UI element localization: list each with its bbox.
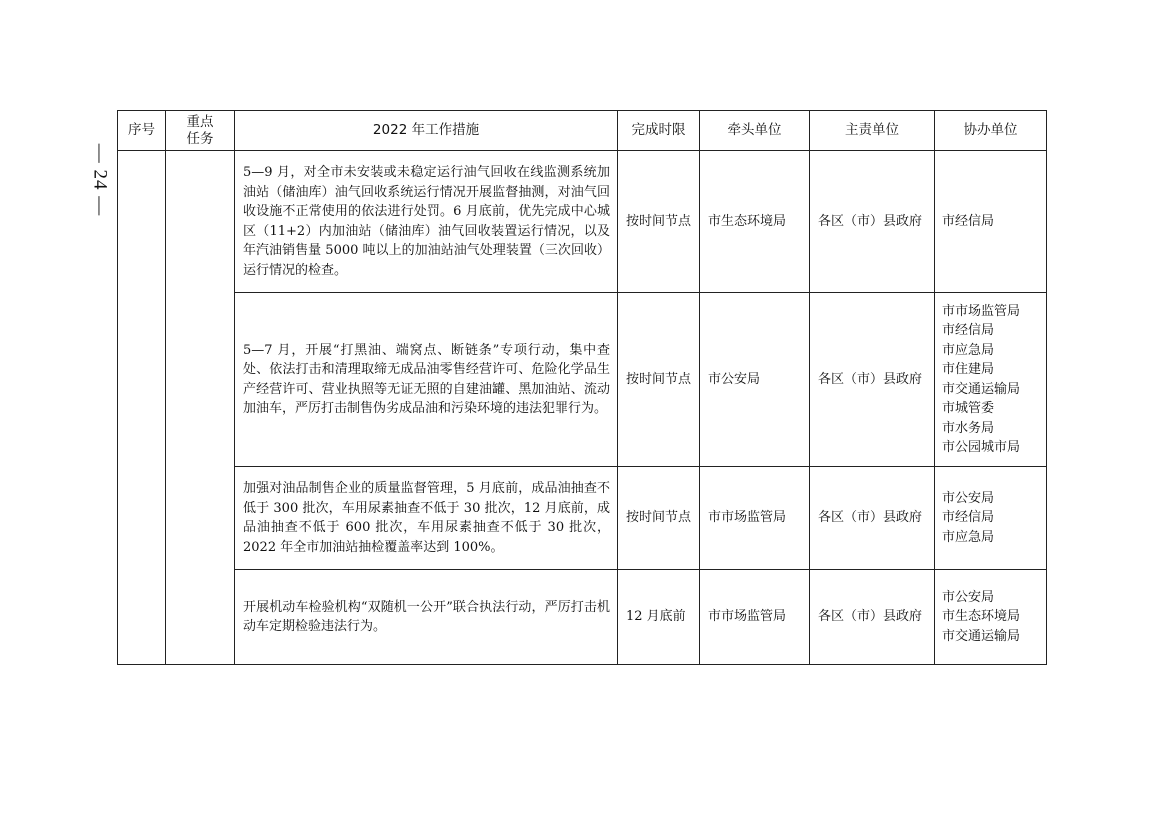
header-task: 重点任务 [166, 111, 235, 151]
assist-unit-cell [935, 293, 1047, 467]
lead-unit-cell: 市生态环境局 [700, 151, 810, 293]
lead-unit-cell: 市市场监管局 [700, 570, 810, 665]
seq-cell [118, 151, 166, 665]
deadline-cell: 按时间节点 [618, 293, 700, 467]
lead-unit-cell: 市市场监管局 [700, 467, 810, 570]
header-seq: 序号 [118, 111, 166, 151]
assist-unit: 市住建局 [942, 362, 995, 377]
header-lead: 牵头单位 [700, 111, 810, 151]
assist-unit: 市公安局 [942, 490, 995, 506]
header-assist: 协办单位 [935, 111, 1047, 151]
table-row [118, 570, 1047, 665]
assist-unit: 市经信局 [942, 510, 995, 526]
main-unit-cell: 各区（市）县政府 [810, 293, 935, 467]
measure-cell: 5—9 月，对全市未安装或未稳定运行油气回收在线监测系统加油站（储油库）油气回收系统运行情况开展监督抽测，对油气回收设施不正常使用的依法进行处罚。6 月底前，优先完成中心城区（11+2）内加油站（储油库）油气回收装置运行情况，以及年汽油销售量 5000 吨以上的加油站油气处理装置（三次回收）运行情况的检查。 [235, 151, 618, 293]
main-unit-cell: 各区（市）县政府 [810, 467, 935, 570]
main-unit-cell: 各区（市）县政府 [810, 151, 935, 293]
assist-unit: 市公安局 [942, 589, 995, 605]
deadline-cell: 12 月底前 [618, 570, 700, 665]
assist-unit: 市交通运输局 [942, 381, 1021, 397]
assist-unit-cell [935, 467, 1047, 570]
task-cell [166, 151, 235, 665]
deadline-cell: 按时间节点 [618, 467, 700, 570]
header-deadline: 完成时限 [618, 111, 700, 151]
assist-unit: 市交通运输局 [942, 628, 1021, 644]
assist-unit: 市生态环境局 [942, 609, 1021, 625]
table-header-row [118, 111, 1047, 151]
assist-unit: 市市场监管局 [942, 303, 1021, 319]
measure-cell: 开展机动车检验机构“双随机一公开”联合执法行动，严厉打击机动车定期检验违法行为。 [235, 570, 618, 665]
assist-unit: 市城管委 [942, 401, 995, 416]
assist-unit: 市应急局 [942, 529, 995, 545]
assist-unit-cell [935, 151, 1047, 293]
table-row [118, 467, 1047, 570]
assist-unit: 市经信局 [942, 213, 995, 229]
assist-unit: 市水务局 [942, 420, 995, 436]
header-measures: 2022 年工作措施 [235, 111, 618, 151]
assist-unit-cell [935, 570, 1047, 665]
assist-unit: 市公园城市局 [942, 440, 1021, 455]
assist-unit: 市应急局 [942, 342, 995, 358]
lead-unit-cell: 市公安局 [700, 293, 810, 467]
assist-unit: 市经信局 [942, 323, 995, 338]
header-main: 主责单位 [810, 111, 935, 151]
table-row [118, 151, 1047, 293]
page-number: — 24 — [89, 143, 110, 217]
main-unit-cell: 各区（市）县政府 [810, 570, 935, 665]
measure-cell: 5—7 月，开展“打黑油、端窝点、断链条”专项行动，集中查处、依法打击和清理取缔无成品油零售经营许可、危险化学品生产经营许可、营业执照等无证无照的自建油罐、黑加油站、流动加油车，严厉打击制售伪劣成品油和污染环境的违法犯罪行为。 [235, 293, 618, 467]
measure-cell: 加强对油品制售企业的质量监督管理，5 月底前，成品油抽查不低于 300 批次，车用尿素抽查不低于 30 批次，12 月底前，成品油抽查不低于 600 批次，车用尿素抽查不低于 30 批次，2022 年全市加油站抽检覆盖率达到 100%。 [235, 467, 618, 570]
deadline-cell: 按时间节点 [618, 151, 700, 293]
table-row [118, 293, 1047, 467]
measures-table [117, 110, 1047, 665]
